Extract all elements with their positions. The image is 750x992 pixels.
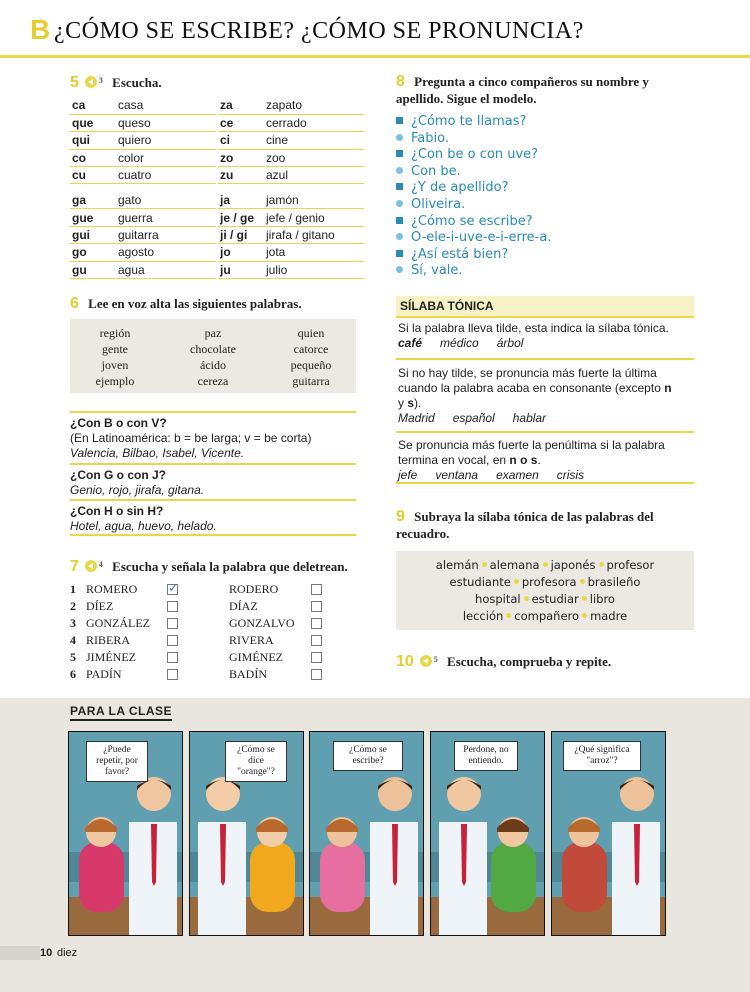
checkbox-b[interactable] bbox=[311, 652, 322, 663]
option-number: 3 bbox=[70, 616, 76, 630]
syllable-row bbox=[218, 226, 364, 243]
dialogue-text: Con be. bbox=[411, 163, 461, 179]
word: joven bbox=[101, 358, 129, 372]
syllable-row bbox=[70, 167, 216, 184]
ex6-number: 6 bbox=[70, 295, 79, 312]
word: profesor bbox=[606, 558, 655, 572]
dialogue-text: ¿Así está bien? bbox=[411, 246, 509, 262]
rule-letter: s bbox=[530, 453, 538, 467]
speech-bubble: ¿Cómo se escribe? bbox=[333, 741, 403, 771]
rule-text: ). bbox=[414, 396, 422, 410]
syllable: zu bbox=[218, 167, 264, 184]
separator-dot-icon bbox=[482, 562, 487, 567]
rule-text: . bbox=[537, 453, 541, 467]
example-word: zoo bbox=[264, 149, 364, 166]
dialogue-line bbox=[396, 130, 449, 147]
ex7-instruction: Escucha y señala la palabra que deletrean. bbox=[112, 559, 348, 574]
ex10-instruction: Escucha, comprueba y repite. bbox=[447, 654, 612, 669]
dialogue-text: Oliveira. bbox=[411, 197, 466, 212]
example-word: crisis bbox=[556, 468, 585, 482]
syllable: co bbox=[70, 149, 116, 166]
dialogue-line bbox=[396, 196, 465, 213]
word: catorce bbox=[293, 342, 329, 356]
syllable-row bbox=[218, 132, 364, 149]
checkbox-a[interactable] bbox=[167, 652, 178, 663]
checkbox-a[interactable] bbox=[167, 635, 178, 646]
option-word-b: BADÍN bbox=[229, 667, 267, 681]
silaba-rule-3 bbox=[396, 431, 694, 484]
option-number: 2 bbox=[70, 599, 76, 613]
syllable: ce bbox=[218, 114, 264, 131]
square-bullet-icon bbox=[396, 117, 403, 124]
checkbox-b[interactable] bbox=[311, 584, 322, 595]
syllable-row bbox=[70, 184, 216, 209]
syllable-row bbox=[70, 149, 216, 166]
syllable-row bbox=[218, 244, 364, 261]
checkbox-a[interactable] bbox=[167, 584, 178, 595]
ex9-instruction-1: Subraya la sílaba tónica de las palabras del bbox=[414, 509, 654, 524]
dialogue-line bbox=[396, 146, 538, 163]
word: ácido bbox=[200, 358, 226, 372]
word: guitarra bbox=[292, 374, 330, 388]
separator-dot-icon bbox=[580, 579, 585, 584]
option-word-a: ROMERO bbox=[86, 582, 138, 596]
ex6-instruction: Lee en voz alta las siguientes palabras. bbox=[88, 296, 302, 311]
rule-examples: Hotel, agua, huevo, helado. bbox=[70, 519, 217, 533]
example-word: color bbox=[116, 149, 216, 166]
ex9-word-box bbox=[396, 551, 694, 630]
separator-dot-icon bbox=[543, 562, 548, 567]
word: profesora bbox=[521, 575, 577, 589]
speech-bubble: Perdone, no entiendo. bbox=[454, 741, 518, 771]
syllable: ca bbox=[70, 97, 116, 114]
checkbox-a[interactable] bbox=[167, 601, 178, 612]
square-bullet-icon bbox=[396, 183, 403, 190]
syllable: go bbox=[70, 244, 116, 261]
syllable: ga bbox=[70, 184, 116, 209]
separator-dot-icon bbox=[506, 613, 511, 618]
ex8-instruction-1: Pregunta a cinco compañeros su nombre y bbox=[414, 74, 649, 89]
rule-b-v bbox=[70, 411, 356, 463]
syllable: zo bbox=[218, 149, 264, 166]
checkbox-b[interactable] bbox=[311, 618, 322, 629]
word-row bbox=[396, 557, 694, 574]
ex6-word-box bbox=[70, 319, 356, 393]
dialogue-text: ¿Cómo se escribe? bbox=[411, 213, 533, 229]
silaba-rule-2 bbox=[396, 358, 694, 429]
example-word: casa bbox=[116, 97, 216, 114]
option-word-a: PADÍN bbox=[86, 667, 122, 681]
syllable: gu bbox=[70, 261, 116, 278]
ex5-table-left bbox=[70, 97, 216, 279]
speech-bubble: ¿Qué significa "arroz"? bbox=[563, 741, 641, 771]
word: cereza bbox=[197, 374, 229, 388]
dot-bullet-icon bbox=[396, 200, 403, 207]
checkbox-a[interactable] bbox=[167, 669, 178, 680]
option-word-b: DÍAZ bbox=[229, 599, 258, 613]
option-row bbox=[70, 598, 113, 615]
checkbox-b[interactable] bbox=[311, 601, 322, 612]
word: compañero bbox=[514, 609, 580, 623]
word: brasileño bbox=[587, 575, 641, 589]
syllable-row bbox=[218, 184, 364, 209]
word-column-3 bbox=[266, 325, 356, 389]
example-word: jefe / genio bbox=[264, 209, 364, 226]
audio-icon[interactable] bbox=[85, 76, 97, 88]
checkbox-b[interactable] bbox=[311, 635, 322, 646]
rule-letter: o bbox=[520, 453, 528, 467]
dialogue-text: ¿Cómo te llamas? bbox=[411, 114, 527, 129]
separator-dot-icon bbox=[582, 613, 587, 618]
word: lección bbox=[462, 609, 504, 623]
word-row bbox=[396, 591, 694, 608]
example-word: quiero bbox=[116, 132, 216, 149]
option-word-b: GIMÉNEZ bbox=[229, 650, 283, 664]
word: hospital bbox=[475, 592, 521, 606]
syllable-row bbox=[218, 114, 364, 131]
speech-bubble: ¿Puede repetir, por favor? bbox=[86, 741, 148, 782]
checkbox-b[interactable] bbox=[311, 669, 322, 680]
track-number: 5 bbox=[433, 655, 438, 664]
word-column-2 bbox=[168, 325, 258, 389]
rule-text: termina en vocal, en bbox=[398, 453, 507, 467]
rule-text: Si no hay tilde, se pronuncia más fuerte la última bbox=[398, 366, 657, 380]
dot-bullet-icon bbox=[396, 266, 403, 273]
rule-question: ¿Con G o con J? bbox=[70, 468, 166, 482]
speech-bubble: ¿Cómo se dice "orange"? bbox=[225, 741, 287, 782]
dialogue-line bbox=[396, 163, 461, 180]
dialogue-line bbox=[396, 113, 526, 130]
syllable-row bbox=[70, 209, 216, 226]
footer-bar bbox=[0, 946, 40, 960]
word: japonés bbox=[550, 558, 596, 572]
example-word: zapato bbox=[264, 97, 364, 114]
separator-dot-icon bbox=[524, 596, 529, 601]
silaba-header: SÍLABA TÓNICA bbox=[396, 296, 694, 316]
page-number-word: diez bbox=[57, 947, 78, 959]
separator-dot-icon bbox=[514, 579, 519, 584]
option-row bbox=[70, 615, 150, 632]
rule-letter: n bbox=[664, 381, 672, 395]
checkbox-a[interactable] bbox=[167, 618, 178, 629]
option-number: 5 bbox=[70, 650, 76, 664]
syllable: que bbox=[70, 114, 116, 131]
ex7-number: 7 bbox=[70, 558, 79, 575]
example-word: jirafa / gitano bbox=[264, 226, 364, 243]
square-bullet-icon bbox=[396, 250, 403, 257]
dot-bullet-icon bbox=[396, 134, 403, 141]
example-word: guerra bbox=[116, 209, 216, 226]
rule-h bbox=[70, 499, 356, 536]
page-footer bbox=[0, 946, 750, 960]
example-word: Madrid bbox=[398, 411, 435, 425]
example-word: examen bbox=[496, 468, 539, 482]
example-word: cuatro bbox=[116, 167, 216, 184]
word: estudiar bbox=[531, 592, 579, 606]
dialogue-line bbox=[396, 246, 508, 263]
example-word: hablar bbox=[512, 411, 547, 425]
ex6-title bbox=[70, 295, 302, 313]
para-la-clase-label: PARA LA CLASE bbox=[70, 704, 172, 721]
example-word: queso bbox=[116, 114, 216, 131]
syllable: cu bbox=[70, 167, 116, 184]
rule-examples: Genio, rojo, jirafa, gitana. bbox=[70, 483, 205, 497]
ex8-number: 8 bbox=[396, 73, 405, 90]
silaba-rule-1 bbox=[396, 316, 694, 356]
option-number: 6 bbox=[70, 667, 76, 681]
page-number: 10 bbox=[40, 947, 53, 959]
example-word: español bbox=[452, 411, 495, 425]
section-letter: B bbox=[30, 14, 51, 45]
example-word: agosto bbox=[116, 244, 216, 261]
example-word: azul bbox=[264, 167, 364, 184]
square-bullet-icon bbox=[396, 217, 403, 224]
syllable: gui bbox=[70, 226, 116, 243]
syllable: ji / gi bbox=[218, 226, 264, 243]
word: pequeño bbox=[290, 358, 332, 372]
word: libro bbox=[589, 592, 615, 606]
dialogue-text: Sí, vale. bbox=[411, 263, 463, 279]
audio-icon[interactable] bbox=[85, 560, 97, 572]
dialogue-line bbox=[396, 213, 533, 230]
option-row bbox=[70, 632, 130, 649]
example-word: julio bbox=[264, 261, 364, 278]
syllable-row bbox=[218, 261, 364, 278]
rule-text: Si la palabra lleva tilde, esta indica la sílaba tónica. bbox=[398, 321, 669, 335]
word-column-1 bbox=[70, 325, 160, 389]
rule-text: Se pronuncia más fuerte la penúltima si la palabra bbox=[398, 438, 665, 452]
option-word-a: RIBERA bbox=[86, 633, 131, 647]
word: quien bbox=[297, 326, 325, 340]
ex9-instruction-2: recuadro. bbox=[396, 526, 450, 541]
word: ejemplo bbox=[95, 374, 135, 388]
example-word: café bbox=[398, 336, 423, 350]
example-word: jamón bbox=[264, 184, 364, 209]
rule-letter: n bbox=[509, 453, 517, 467]
word: estudiante bbox=[449, 575, 511, 589]
separator-dot-icon bbox=[582, 596, 587, 601]
dialogue-line bbox=[396, 179, 509, 196]
example-word: árbol bbox=[496, 336, 524, 350]
syllable-row bbox=[218, 97, 364, 114]
rule-g-j bbox=[70, 463, 356, 499]
ex10-number: 10 bbox=[396, 653, 414, 670]
dialogue-text: O-ele-i-uve-e-i-erre-a. bbox=[411, 230, 552, 246]
track-number: 3 bbox=[98, 76, 103, 85]
ex10-title bbox=[396, 653, 611, 671]
word: paz bbox=[204, 326, 222, 340]
option-row bbox=[70, 649, 136, 666]
example-word: jefe bbox=[398, 468, 418, 482]
audio-icon[interactable] bbox=[420, 655, 432, 667]
rule-question: ¿Con H o sin H? bbox=[70, 504, 164, 518]
option-row bbox=[70, 666, 122, 683]
section-header bbox=[0, 0, 750, 58]
track-number: 4 bbox=[98, 560, 103, 569]
option-number: 1 bbox=[70, 582, 76, 596]
section-title: ¿CÓMO SE ESCRIBE? ¿CÓMO SE PRONUNCIA? bbox=[54, 18, 584, 44]
syllable-row bbox=[70, 114, 216, 131]
dialogue-line bbox=[396, 229, 551, 246]
syllable-row bbox=[218, 149, 364, 166]
option-word-b: RODERO bbox=[229, 582, 279, 596]
word: región bbox=[99, 326, 131, 340]
ex8-title bbox=[396, 73, 649, 107]
dot-bullet-icon bbox=[396, 167, 403, 174]
example-word: médico bbox=[440, 336, 479, 350]
word: madre bbox=[590, 609, 628, 623]
ex9-title bbox=[396, 508, 654, 542]
dialogue-line bbox=[396, 262, 463, 279]
ex5-number: 5 bbox=[70, 74, 79, 91]
syllable: ci bbox=[218, 132, 264, 149]
example-word: cine bbox=[264, 132, 364, 149]
syllable: qui bbox=[70, 132, 116, 149]
example-word: guitarra bbox=[116, 226, 216, 243]
syllable-row bbox=[218, 167, 364, 184]
option-row bbox=[70, 581, 137, 598]
example-word: jota bbox=[264, 244, 364, 261]
option-word-a: GONZÁLEZ bbox=[86, 616, 150, 630]
example-word: agua bbox=[116, 261, 216, 278]
rule-text: cuando la palabra acaba en consonante (excepto bbox=[398, 381, 661, 395]
syllable-row bbox=[70, 97, 216, 114]
syllable-row bbox=[218, 209, 364, 226]
syllable-row bbox=[70, 132, 216, 149]
option-word-a: DÍEZ bbox=[86, 599, 114, 613]
example-word: cerrado bbox=[264, 114, 364, 131]
syllable: ju bbox=[218, 261, 264, 278]
dialogue-text: ¿Y de apellido? bbox=[411, 180, 509, 196]
dialogue-text: Fabio. bbox=[411, 130, 449, 146]
word-row bbox=[396, 608, 694, 625]
dot-bullet-icon bbox=[396, 233, 403, 240]
word: chocolate bbox=[190, 342, 236, 356]
option-number: 4 bbox=[70, 633, 76, 647]
syllable: je / ge bbox=[218, 209, 264, 226]
dialogue-text: ¿Con be o con uve? bbox=[411, 147, 539, 163]
word: alemana bbox=[489, 558, 540, 572]
rule-note: (En Latinoamérica: b = be larga; v = be corta) bbox=[70, 431, 312, 445]
word: alemán bbox=[435, 558, 479, 572]
option-word-b: GONZALVO bbox=[229, 616, 295, 630]
rule-letter: s bbox=[407, 396, 415, 410]
example-word: gato bbox=[116, 184, 216, 209]
example-word: ventana bbox=[435, 468, 479, 482]
option-word-b: RIVERA bbox=[229, 633, 274, 647]
ex5-instruction: Escucha. bbox=[112, 75, 162, 90]
rule-question: ¿Con B o con V? bbox=[70, 416, 167, 430]
syllable: gue bbox=[70, 209, 116, 226]
syllable-row bbox=[70, 244, 216, 261]
ex8-instruction-2: apellido. Sigue el modelo. bbox=[396, 91, 537, 106]
syllable-row bbox=[70, 226, 216, 243]
syllable-row bbox=[70, 261, 216, 278]
square-bullet-icon bbox=[396, 150, 403, 157]
rule-text: y bbox=[398, 396, 404, 410]
word-row bbox=[396, 574, 694, 591]
word: gente bbox=[102, 342, 128, 356]
ex5-title bbox=[70, 74, 162, 92]
separator-dot-icon bbox=[599, 562, 604, 567]
option-word-a: JIMÉNEZ bbox=[86, 650, 136, 664]
syllable: ja bbox=[218, 184, 264, 209]
syllable: za bbox=[218, 97, 264, 114]
syllable: jo bbox=[218, 244, 264, 261]
rule-examples: Valencia, Bilbao, Isabel, Vicente. bbox=[70, 446, 245, 460]
ex9-number: 9 bbox=[396, 508, 405, 525]
ex7-title bbox=[70, 558, 348, 576]
ex5-table-right bbox=[218, 97, 364, 279]
